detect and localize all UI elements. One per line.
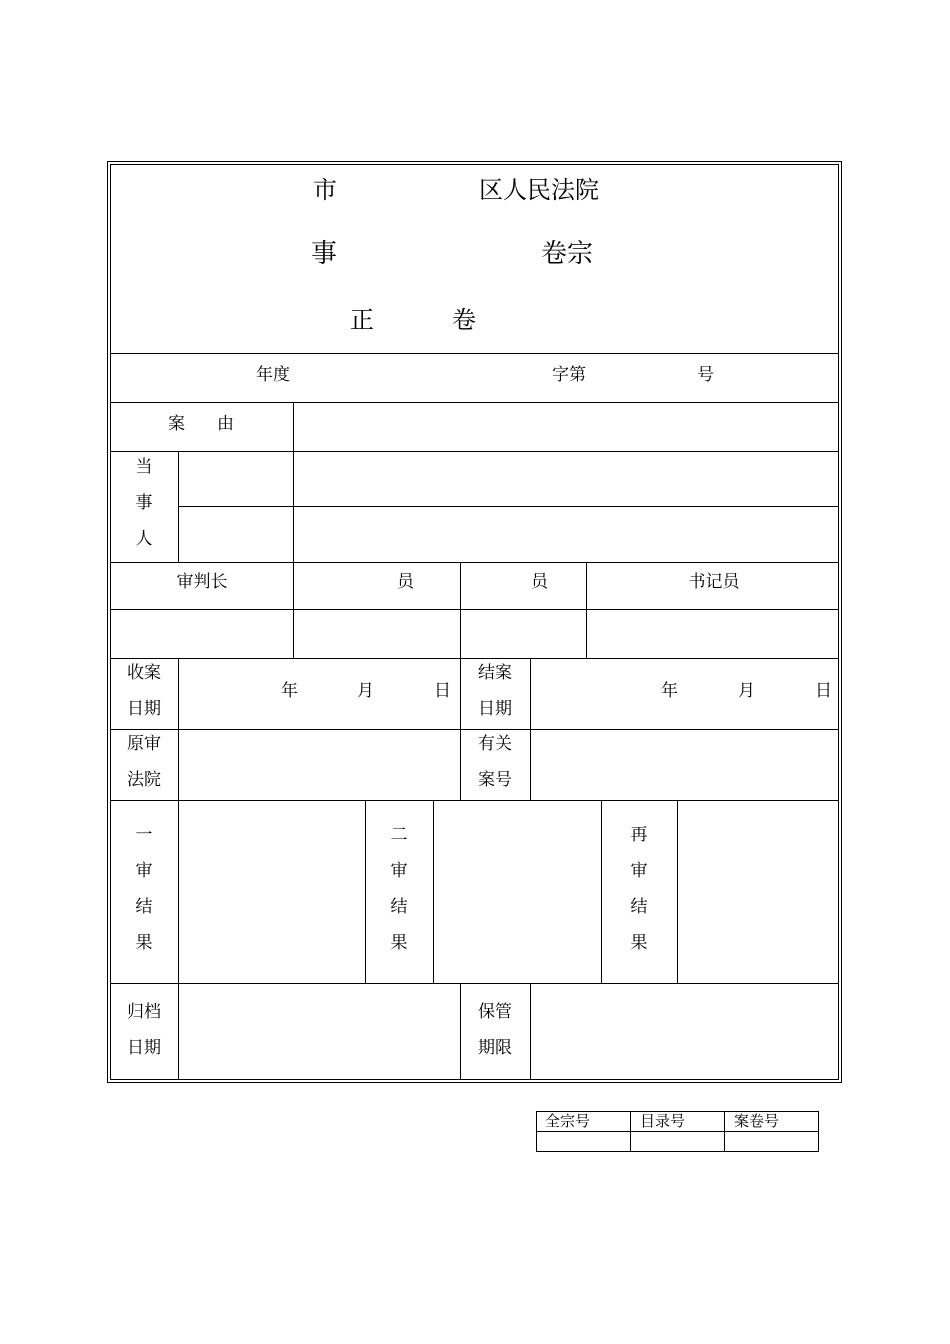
court-label: 区人民法院 xyxy=(479,176,599,204)
vline-archive-1 xyxy=(178,983,179,1080)
closed-year: 年 xyxy=(661,681,678,701)
chief-judge-label: 审判长 xyxy=(176,572,228,592)
closed-month: 月 xyxy=(738,681,755,701)
divider-parties xyxy=(110,562,839,563)
cause-label-you: 由 xyxy=(217,414,234,434)
vline-results-1 xyxy=(178,800,179,983)
vline-dates-2 xyxy=(460,658,461,800)
divider-results xyxy=(110,983,839,984)
index-box-col-1 xyxy=(630,1111,631,1152)
archive-date-label-1: 归档 xyxy=(127,1002,161,1022)
year-label: 年度 xyxy=(256,365,290,385)
received-label-1: 收案 xyxy=(127,663,161,683)
retrial-result-label-4: 果 xyxy=(630,933,648,953)
vline-cause xyxy=(293,402,294,451)
retrial-result-label-2: 审 xyxy=(630,861,648,881)
index-box-divider xyxy=(536,1131,819,1132)
vline-results-3 xyxy=(433,800,434,983)
vline-dates-1 xyxy=(178,658,179,800)
index-header-catalog: 目录号 xyxy=(640,1112,686,1130)
vline-panel-3 xyxy=(586,562,587,658)
vline-panel-1 xyxy=(293,562,294,658)
clerk-label: 书记员 xyxy=(688,572,740,592)
vline-results-4 xyxy=(601,800,602,983)
index-box-col-2 xyxy=(724,1111,725,1152)
second-result-label-2: 审 xyxy=(390,861,408,881)
volume-label-juan: 卷 xyxy=(452,306,476,334)
retention-label-2: 期限 xyxy=(478,1038,512,1058)
vline-dates-3 xyxy=(530,658,531,800)
divider-origin xyxy=(110,800,839,801)
divider-panel-head xyxy=(110,609,839,610)
parties-label-1: 当 xyxy=(135,457,153,477)
divider-panel xyxy=(110,658,839,659)
first-result-label-2: 审 xyxy=(135,861,153,881)
dossier-label: 卷宗 xyxy=(541,239,594,269)
vline-results-2 xyxy=(365,800,366,983)
vline-panel-2 xyxy=(460,562,461,658)
closed-day: 日 xyxy=(815,681,832,701)
closed-label-2: 日期 xyxy=(478,699,512,719)
vline-parties-label xyxy=(178,451,179,562)
cause-label-an: 案 xyxy=(168,414,185,434)
received-month: 月 xyxy=(357,681,374,701)
divider-case-number xyxy=(110,402,839,403)
retrial-result-label-3: 结 xyxy=(630,897,648,917)
received-label-2: 日期 xyxy=(127,699,161,719)
divider-header xyxy=(110,353,839,354)
member-a-label: 员 xyxy=(397,572,414,592)
inner-border xyxy=(110,164,839,1080)
vline-archive-3 xyxy=(530,983,531,1080)
volume-label-main: 正 xyxy=(350,306,374,334)
parties-label-2: 事 xyxy=(135,493,153,513)
received-day: 日 xyxy=(434,681,451,701)
retention-label-1: 保管 xyxy=(478,1002,512,1022)
retrial-result-label-1: 再 xyxy=(630,825,648,845)
divider-parties-mid xyxy=(178,506,839,507)
first-result-label-1: 一 xyxy=(135,825,153,845)
second-result-label-4: 果 xyxy=(390,933,408,953)
index-header-file: 案卷号 xyxy=(734,1112,780,1130)
related-case-label-2: 案号 xyxy=(478,770,512,790)
second-result-label-3: 结 xyxy=(390,897,408,917)
closed-label-1: 结案 xyxy=(478,663,512,683)
vline-results-5 xyxy=(677,800,678,983)
first-result-label-3: 结 xyxy=(135,897,153,917)
archive-date-label-2: 日期 xyxy=(127,1038,161,1058)
parties-label-3: 人 xyxy=(135,529,153,549)
divider-dates xyxy=(110,729,839,730)
member-b-label: 员 xyxy=(531,572,548,592)
received-year: 年 xyxy=(281,681,298,701)
related-case-label-1: 有关 xyxy=(478,734,512,754)
zi-di-label: 字第 xyxy=(552,365,586,385)
city-label: 市 xyxy=(313,176,337,204)
divider-cause xyxy=(110,451,839,452)
first-result-label-4: 果 xyxy=(135,933,153,953)
case-type-label: 事 xyxy=(311,239,338,269)
index-header-fonds: 全宗号 xyxy=(545,1112,591,1130)
vline-archive-2 xyxy=(460,983,461,1080)
origin-court-label-2: 法院 xyxy=(127,770,161,790)
vline-parties-name xyxy=(293,451,294,562)
origin-court-label-1: 原审 xyxy=(127,734,161,754)
second-result-label-1: 二 xyxy=(390,825,408,845)
hao-label: 号 xyxy=(697,365,714,385)
